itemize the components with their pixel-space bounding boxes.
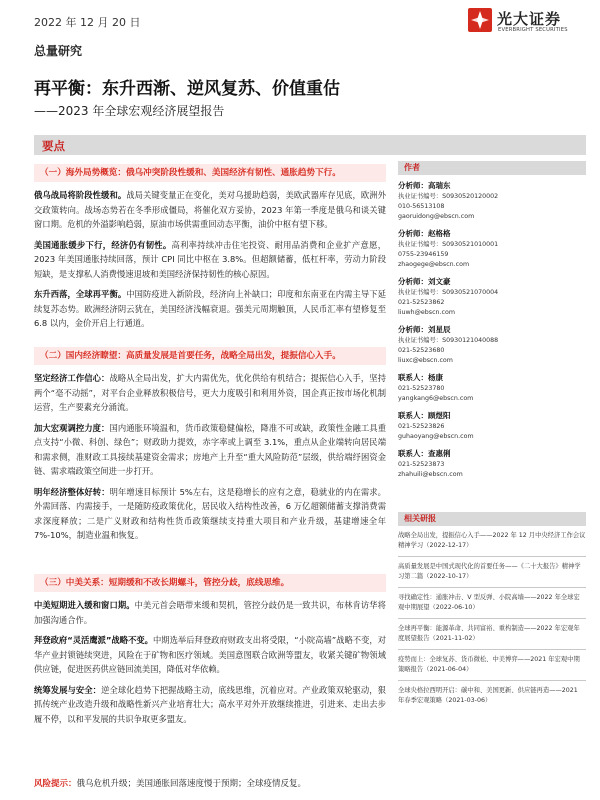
paragraph-text: 中国防疫进入新阶段，经济向上补缺口；印度和东南亚在内需主导下延续复苏态势。欧洲经济阴云犹在，美国经济浅幅衰退。强美元周期触顶，人民币汇率有望修复至 6.8 以内，金价开启上行通道。 bbox=[34, 289, 386, 328]
paragraph-lead: 统筹发展与安全： bbox=[34, 684, 102, 695]
author-card bbox=[398, 324, 586, 366]
author-role: 分析师： bbox=[398, 325, 428, 334]
author-name: 刘文豪 bbox=[428, 277, 451, 286]
logo-english-name: EVERBRIGHT SECURITIES bbox=[498, 27, 568, 33]
section-china-us bbox=[34, 574, 386, 726]
section-heading: （三）中美关系：短期缓和不改长期螺斗，管控分歧，底线思维。 bbox=[34, 574, 386, 592]
paragraph-text: 国内通胀环境温和，货币政策稳健偏松，降准不可或缺，政策性金融工具重点支持“小微、科创、绿色”；财政助力提效，赤字率或上调至 3.1%，重点从企业端转向居民端和需求侧，准财政工具接续基建资金需求；房地产上升至“重大风险防范”层级，供给端纾困资金链、需求端政策空间进一步打开。 bbox=[34, 422, 386, 476]
paragraph bbox=[34, 238, 386, 282]
contact-phone: 021-52523826 bbox=[398, 423, 445, 430]
risk-label: 风险提示： bbox=[34, 779, 77, 789]
paragraph-lead: 东升西落，全球再平衡。 bbox=[34, 289, 127, 299]
contact-card bbox=[398, 448, 586, 480]
author-card bbox=[398, 276, 586, 318]
divider bbox=[398, 618, 586, 619]
contact-role: 联系人： bbox=[398, 373, 428, 382]
contact-phone: 021-52523873 bbox=[398, 461, 445, 468]
related-report-link[interactable]: 高质量发展是中国式现代化的首要任务——《二十大报告》精神学习第二篇（2022-10-17） bbox=[398, 563, 581, 580]
contact-role: 联系人： bbox=[398, 449, 428, 458]
contact-name: 查惠俐 bbox=[428, 449, 451, 458]
author-license: 执业证书编号：S0930520120002 bbox=[398, 193, 499, 200]
company-logo bbox=[468, 6, 588, 36]
paragraph-text: 战局关键变量正在变化，美对乌援助趋弱，美欧武器库存见底，欧洲外交政策转向。战场态势若在冬季形成僵局，将催化双方妥协，2023 年第一季度是俄乌和谈关键窗口期。危机的外溢影响趋弱，原油市场供需重回动态平衡，油价中枢有望下移。 bbox=[34, 190, 386, 229]
contact-role: 联系人： bbox=[398, 411, 428, 420]
paragraph bbox=[34, 485, 386, 543]
contact-email[interactable]: yangkang6@ebscn.com bbox=[398, 395, 474, 402]
author-email[interactable]: liuwh@ebscn.com bbox=[398, 309, 455, 316]
author-phone: 0755-23946159 bbox=[398, 251, 449, 258]
paragraph bbox=[34, 188, 386, 232]
author-license: 执业证书编号：S0930521070004 bbox=[398, 289, 499, 296]
author-phone: 010-56513108 bbox=[398, 203, 445, 210]
paragraph-lead: 加大宏观调控力度： bbox=[34, 422, 110, 433]
section-domestic bbox=[34, 347, 386, 543]
contact-card bbox=[398, 372, 586, 404]
related-reports-heading: 相关研报 bbox=[398, 512, 586, 526]
contact-name: 顾煜阳 bbox=[428, 411, 451, 420]
author-phone: 021-52523680 bbox=[398, 347, 445, 354]
paragraph-lead: 坚定经济工作信心： bbox=[34, 373, 110, 383]
author-role: 分析师： bbox=[398, 181, 428, 190]
related-report-link[interactable]: 全球央格拉西明开启：碳中和、美国更新、供应链再造——2021 年春季宏观策略（2021-03-06） bbox=[398, 687, 578, 704]
paragraph-lead: 中美短期进入缓和窗口期。 bbox=[34, 600, 135, 610]
author-name: 赵格格 bbox=[428, 229, 451, 238]
author-role: 分析师： bbox=[398, 277, 428, 286]
report-category: 总量研究 bbox=[34, 44, 83, 58]
contact-email[interactable]: guhaoyang@ebscn.com bbox=[398, 433, 474, 440]
author-card bbox=[398, 180, 586, 222]
author-email[interactable]: gaoruidong@ebscn.com bbox=[398, 213, 475, 220]
contact-name: 杨康 bbox=[428, 373, 443, 382]
brand-logo-icon bbox=[468, 8, 492, 32]
section-heading: （一）海外局势概览：俄乌冲突阶段性缓和、美国经济有韧性、通胀趋势下行。 bbox=[34, 164, 386, 182]
authors-panel bbox=[398, 161, 586, 480]
authors-heading: 作者 bbox=[398, 161, 586, 175]
page-title: 再平衡：东升西渐、逆风复苏、价值重估 bbox=[34, 79, 340, 99]
section-overseas bbox=[34, 164, 386, 331]
divider bbox=[398, 556, 586, 557]
contact-email[interactable]: zhahuili@ebscn.com bbox=[398, 471, 463, 478]
risk-text: 俄乌危机升级；美国通胀回落速度慢于预期；全球疫情反复。 bbox=[76, 779, 307, 789]
author-name: 高瑞东 bbox=[428, 181, 451, 190]
author-role: 分析师： bbox=[398, 229, 428, 238]
related-reports-panel bbox=[398, 512, 586, 706]
paragraph bbox=[34, 421, 386, 479]
author-name: 刘星辰 bbox=[428, 325, 451, 334]
page-subtitle: ——2023 年全球宏观经济展望报告 bbox=[34, 104, 225, 118]
related-report-link[interactable]: 寻找确定性：通胀冲击、V 型反弹、小院高墙——2022 年全球宏观中期展望（2022-06-10） bbox=[398, 594, 580, 611]
paragraph bbox=[34, 633, 386, 677]
paragraph-text: 逆全球化趋势下把握战略主动，底线思维，沉着应对。产业政策双轮驱动，狠抓传统产业改造升级和战略性新兴产业培育壮大；高水平对外开放继续推进，引进来、走出去步履不停，以和平发展的共识争取更多盟友。 bbox=[34, 684, 386, 724]
paragraph bbox=[34, 287, 386, 331]
paragraph bbox=[34, 371, 386, 415]
risk-warning bbox=[34, 777, 386, 789]
paragraph-lead: 明年经济整体好转： bbox=[34, 486, 110, 497]
contact-phone: 021-52523780 bbox=[398, 385, 445, 392]
key-points-label: 要点 bbox=[42, 139, 65, 153]
author-phone: 021-52523862 bbox=[398, 299, 445, 306]
related-report-link[interactable]: 全球再平衡：能源革命、共同富裕、重构制造——2022 年宏观年度展望报告（2021-11-02） bbox=[398, 625, 580, 642]
paragraph-text: 中期选举后拜登政府财政支出将受限，“小院高墙”战略不变，对华产业封锁链续突进，风险在于矿物和医疗领域。美国意图联合欧洲等盟友，收紧关键矿物领域供应链，促进医药供应链回流美国，降低对华依赖。 bbox=[34, 635, 386, 674]
author-license: 执业证书编号：S0930521010001 bbox=[398, 241, 499, 248]
author-email[interactable]: zhaogege@ebscn.com bbox=[398, 261, 470, 268]
paragraph-text: 明年增速目标预计 5%左右，这是稳增长的应有之意，稳就业的内在需求。外需回落、内需接手，一是随防疫政策优化，居民收入结构性改善，6 万亿超额储蓄支撑消费需求深度释放；二是广义财政和结构性货币政策继续支持重大项目和产业升级，基建增速全年 7%-10%，制造业温和恢复。 bbox=[34, 486, 386, 540]
paragraph-lead: 拜登政府“灵活鹰派”战略不变。 bbox=[34, 635, 153, 645]
related-report-link[interactable]: 战略全局出发，提振信心入手——2022 年 12 月中央经济工作会议精神学习（2022-12-17） bbox=[398, 532, 586, 549]
contact-card bbox=[398, 410, 586, 442]
paragraph-lead: 俄乌战局将阶段性缓和。 bbox=[34, 190, 127, 200]
paragraph-text: 高利率持续冲击住宅投资、耐用品消费和企业扩产意愿，2023 年美国通胀持续回落，预计 CPI 同比中枢在 3.8%。但超额储蓄，低杠杆率，劳动力阶段短缺，是支撑私人消费慢速退坡和美国经济保持韧性的核心原因。 bbox=[34, 239, 386, 279]
author-card bbox=[398, 228, 586, 270]
divider bbox=[398, 587, 586, 588]
section-heading: （二）国内经济瞭望：高质量发展是首要任务，战略全局出发，提振信心入手。 bbox=[34, 347, 386, 365]
report-date: 2022 年 12 月 20 日 bbox=[34, 16, 141, 29]
logo-chinese-name: 光大证券 bbox=[497, 10, 562, 28]
author-email[interactable]: liuxc@ebscn.com bbox=[398, 357, 453, 364]
key-points-bar bbox=[34, 135, 586, 155]
author-license: 执业证书编号：S0930121040088 bbox=[398, 337, 499, 344]
paragraph-text: 中美元首会晤带来缓和契机，管控分歧仍是一致共识，布林肯访华将加强沟通合作。 bbox=[34, 600, 386, 625]
paragraph bbox=[34, 683, 386, 727]
related-report-link[interactable]: 疫势而上：全球复苏、货币微松、中美博弈——2021 年宏观中期策略报告（2021-06-04） bbox=[398, 656, 580, 673]
divider bbox=[398, 649, 586, 650]
paragraph-lead: 美国通胀缓步下行，经济仍有韧性。 bbox=[34, 239, 172, 250]
divider bbox=[398, 680, 586, 681]
paragraph-text: 战略从全局出发，扩大内需优先，优化供给有机结合；提振信心入手，坚持两个“毫不动摇”，对平台企业释放积极信号，更大力度吸引和利用外资，国企真正按市场化机制运营，生产要素充分涌流。 bbox=[34, 373, 386, 412]
paragraph bbox=[34, 598, 386, 627]
